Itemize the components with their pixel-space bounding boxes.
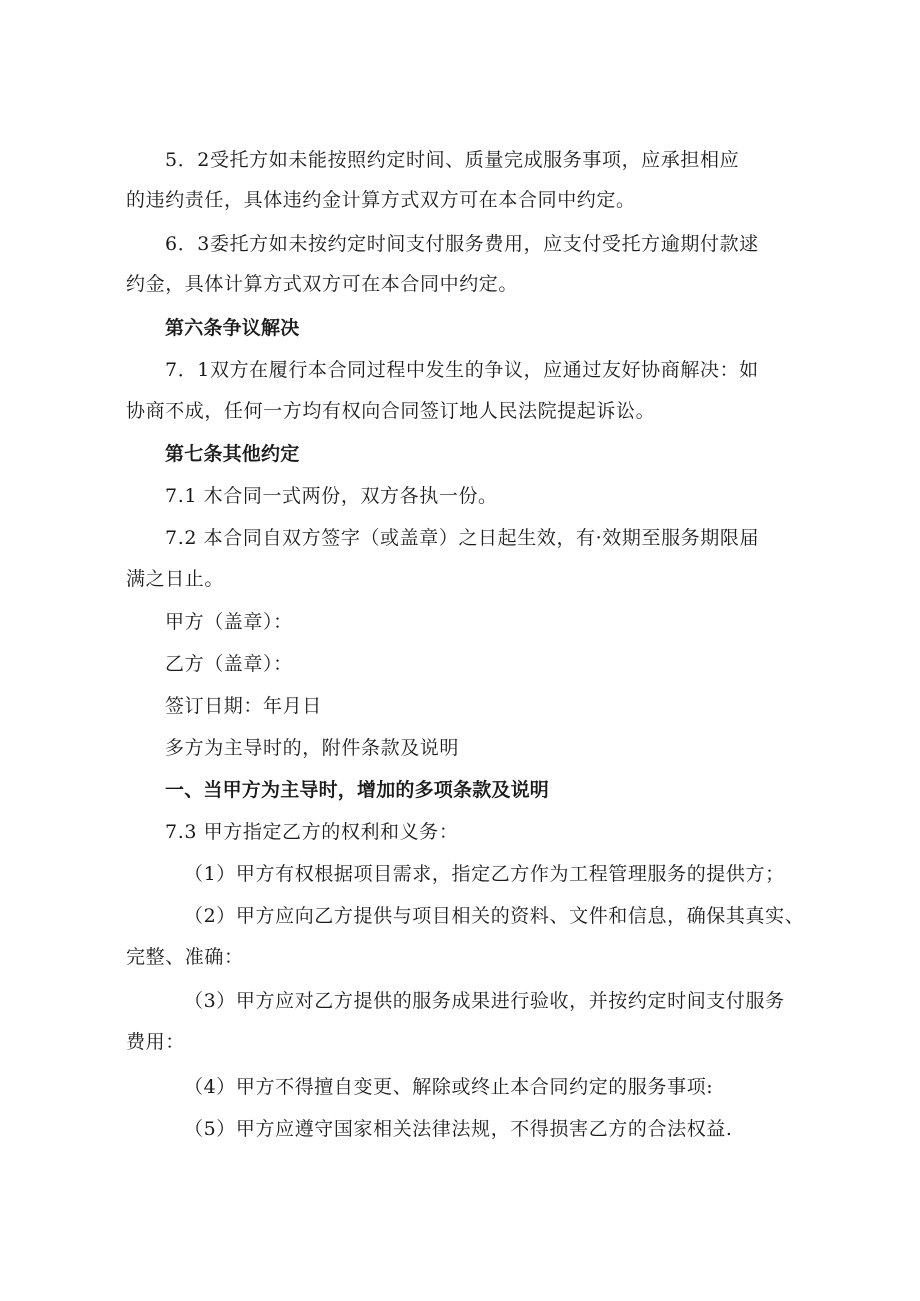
clause-7-1-copies: 7.1 木合同一式两份，双方各执一份。 [165,485,498,507]
article-7-heading: 第七条其他约定 [165,443,300,465]
list-item-5: （5）甲方应遵守国家相关法律法规，不得损害乙方的合法权益. [184,1118,733,1140]
list-item-4: （4）甲方不得擅自变更、解除或终止本合同约定的服务事项: [184,1076,714,1098]
article-6-heading: 第六条争议解决 [165,317,300,339]
clause-7-1-line-2: 协商不成，任何一方均有权向合同签订地人民法院提起诉讼。 [126,400,656,422]
list-item-3-line-2: 费用： [126,1031,185,1053]
clause-5-2-line-2: 的违约责任，具体违约金计算方式双方可在本合同中约定。 [126,189,636,211]
signing-date: 签订日期：年月日 [165,695,322,717]
clause-7-1-line-1: 7．1双方在履行本合同过程中发生的争议，应通过友好协商解决：如 [165,359,759,381]
clause-7-2-line-2: 满之日止。 [126,568,225,590]
clause-5-2-line-1: 5．2受托方如未能按照约定时间、质量完成服务事项，应承担相应 [165,149,740,171]
party-a-seal: 甲方（盖章）： [165,611,293,633]
clause-6-3-line-2: 约金，具体计算方式双方可在本合同中约定。 [126,273,519,295]
clause-7-2-line-1: 7.2 本合同自双方签字（或盖章）之日起生效，有·效期至服务期限届 [165,527,760,549]
list-item-2-line-2: 完整、准确： [126,946,244,968]
list-item-2-line-1: （2）甲方应向乙方提供与项目相关的资料、文件和信息，确保其真实、 [184,905,805,927]
appendix-title: 多方为主导时的，附件条款及说明 [165,737,460,759]
list-item-1: （1）甲方有权根据项目需求，指定乙方作为工程管理服务的提供方； [184,863,785,885]
section-1-heading: 一、当甲方为主导时，增加的多项条款及说明 [165,779,550,801]
list-item-3-line-1: （3）甲方应对乙方提供的服务成果进行验收，并按约定时间支付服务 [184,990,785,1012]
clause-6-3-line-1: 6．3委托方如未按约定时间支付服务费用，应支付受托方逾期付款逑 [165,233,759,255]
clause-7-3: 7.3 甲方指定乙方的权利和义务： [165,821,459,843]
party-b-seal: 乙方（盖章）： [165,653,293,675]
